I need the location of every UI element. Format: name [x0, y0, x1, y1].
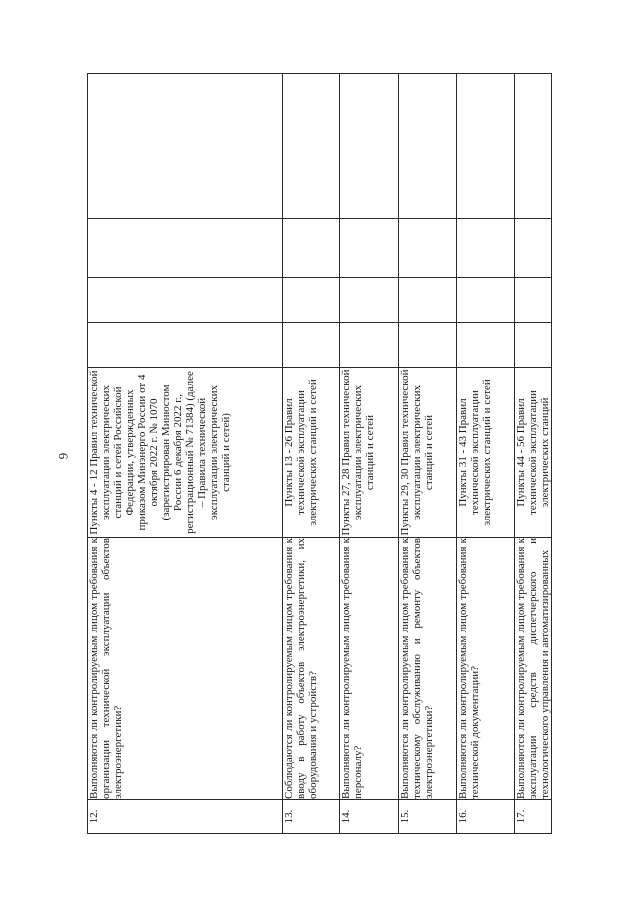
row-number: 13.: [283, 800, 340, 834]
question-cell: Выполняются ли контролируемым лицом требования к организации технической эксплуатации объектов электроэнергетики?: [88, 538, 283, 800]
reference-cell: Пункты 31 - 43 Правил технической эксплуатации электрических станций и сетей: [457, 368, 515, 538]
checklist-table: [87, 73, 552, 834]
answer-no-cell[interactable]: [399, 278, 457, 323]
note-cell[interactable]: [515, 74, 552, 219]
answer-not-applicable-cell[interactable]: [399, 219, 457, 278]
answer-not-applicable-cell[interactable]: [515, 219, 552, 278]
note-cell[interactable]: [399, 74, 457, 219]
table-row: [340, 74, 399, 834]
answer-yes-cell[interactable]: [283, 323, 340, 368]
reference-cell: Пункты 44 - 56 Правил технической эксплуатации электрических станций: [515, 368, 552, 538]
row-number: 17.: [515, 800, 552, 834]
question-cell: Выполняются ли контролируемым лицом требования к технической документации?: [457, 538, 515, 800]
note-cell[interactable]: [283, 74, 340, 219]
answer-not-applicable-cell[interactable]: [340, 219, 399, 278]
table-row: [515, 74, 552, 834]
checklist-table-rotated: [87, 74, 551, 834]
row-number: 16.: [457, 800, 515, 834]
note-cell[interactable]: [457, 74, 515, 219]
question-cell: Выполняются ли контролируемым лицом требования к техническому обслуживанию и ремонту объектов электроэнергетики?: [399, 538, 457, 800]
reference-cell: Пункты 4 - 12 Правил технической эксплуатации электрических станций и сетей Российской Федерации, утвержденных приказом Минэнерго России от 4 октября 2022 г. № 1070 (зарегистрирован Минюстом России 6 декабря 2022 г., регистрационный № 71384) (далее – Правила технической эксплуатации электрических станций и сетей): [88, 368, 283, 538]
note-cell[interactable]: [340, 74, 399, 219]
reference-cell: Пункты 13 - 26 Правил технической эксплуатации электрических станций и сетей: [283, 368, 340, 538]
answer-not-applicable-cell[interactable]: [283, 219, 340, 278]
table-row: [399, 74, 457, 834]
answer-no-cell[interactable]: [515, 278, 552, 323]
answer-yes-cell[interactable]: [88, 323, 283, 368]
table-row: [88, 74, 283, 834]
question-cell: Соблюдаются ли контролируемым лицом требования к вводу в работу объектов электроэнергетики, их оборудования и устройств?: [283, 538, 340, 800]
question-cell: Выполняются ли контролируемым лицом требования к персоналу?: [340, 538, 399, 800]
answer-yes-cell[interactable]: [457, 323, 515, 368]
table-row: [283, 74, 340, 834]
answer-no-cell[interactable]: [88, 278, 283, 323]
reference-cell: Пункты 29, 30 Правил технической эксплуатации электрических станций и сетей: [399, 368, 457, 538]
checklist-table-frame: [87, 74, 551, 834]
answer-no-cell[interactable]: [457, 278, 515, 323]
question-cell: Выполняются ли контролируемым лицом требования к эксплуатации средств диспетчерского и технологического управления и автоматизированных: [515, 538, 551, 799]
row-number: 12.: [88, 800, 283, 834]
row-number: 14.: [340, 800, 399, 834]
reference-cell: Пункты 27, 28 Правил технической эксплуатации электрических станций и сетей: [340, 368, 399, 538]
answer-not-applicable-cell[interactable]: [457, 219, 515, 278]
table-row: [457, 74, 515, 834]
page-number: 6: [56, 452, 71, 460]
answer-no-cell[interactable]: [283, 278, 340, 323]
answer-yes-cell[interactable]: [340, 323, 399, 368]
note-cell[interactable]: [88, 74, 283, 219]
row-number: 15.: [399, 800, 457, 834]
answer-yes-cell[interactable]: [515, 323, 552, 368]
answer-yes-cell[interactable]: [399, 323, 457, 368]
answer-not-applicable-cell[interactable]: [88, 219, 283, 278]
answer-no-cell[interactable]: [340, 278, 399, 323]
